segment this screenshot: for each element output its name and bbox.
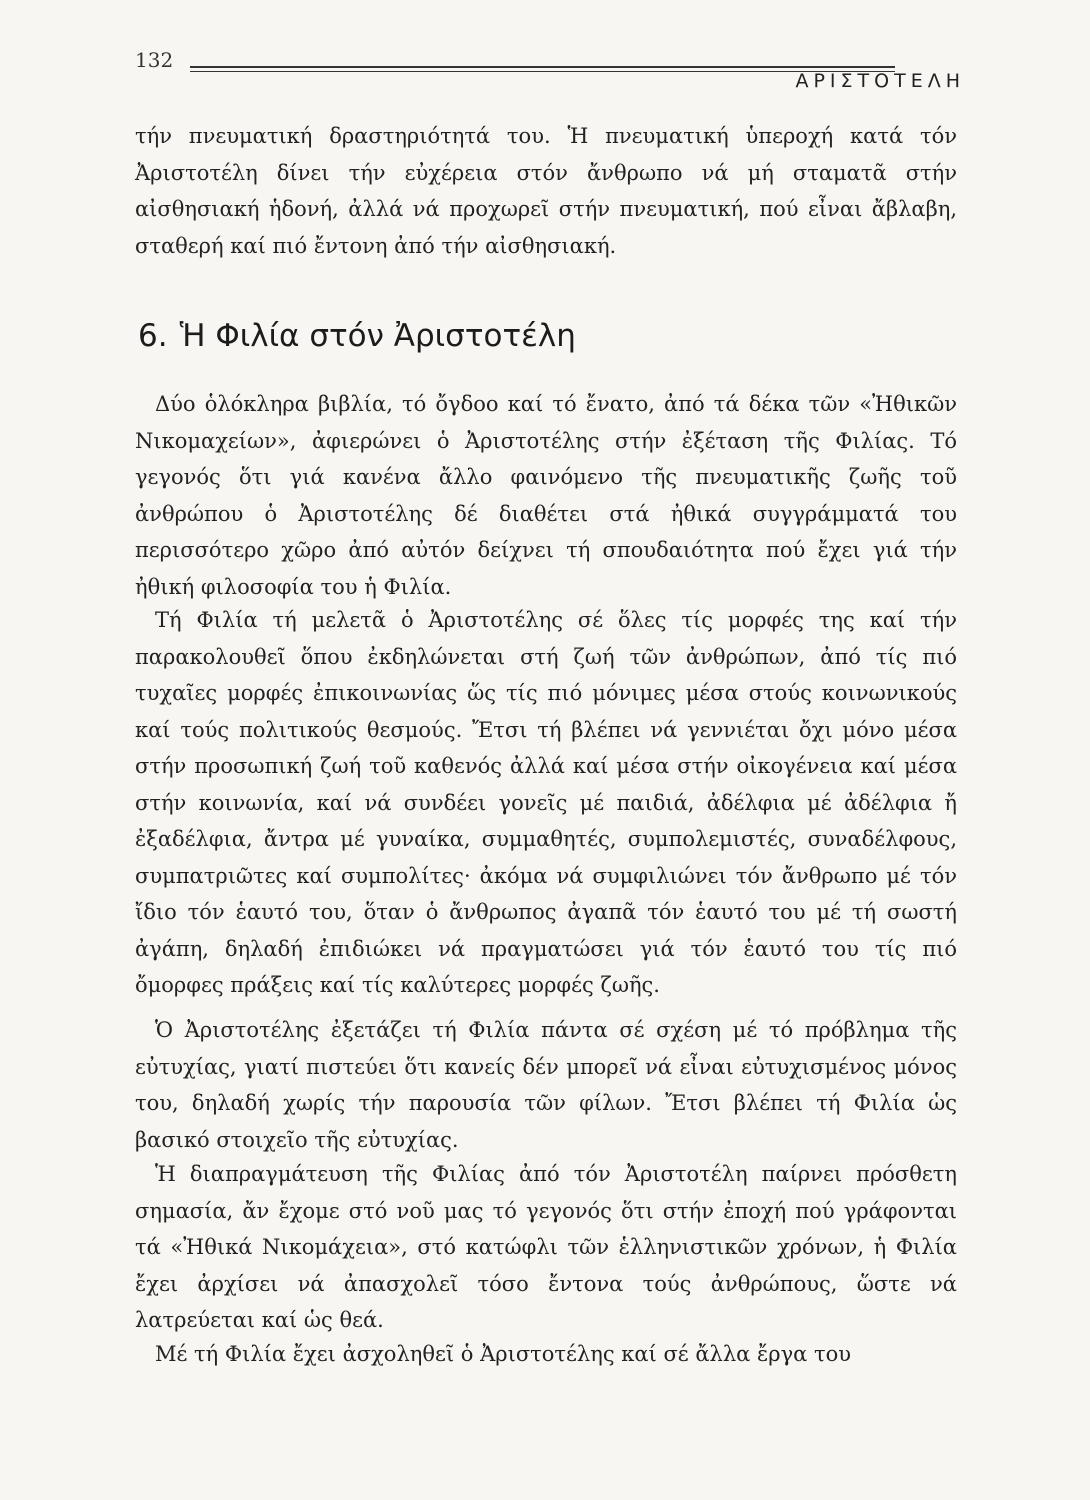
paragraph: Ἡ διαπραγμάτευση τῆς Φιλίας ἀπό τόν Ἀριστοτέλη παίρνει πρόσθετη σημασία, ἄν ἔχομε στό νοῦ μας τό γεγονός ὅτι στήν ἐποχή πού γράφονται τά «Ἠθικά Νικομάχεια», στό κατώφλι τῶν ἑλληνιστικῶν χρόνων, ἡ Φιλία ἔχει ἀρχίσει νά ἀπασχολεῖ τόσο ἔντονα τούς ἀνθρώπους, ὥστε νά λατρεύεται καί ὡς θεά. [135, 1162, 957, 1332]
running-title: ΑΡΙΣΤΟΤΕΛΗ [795, 70, 965, 92]
paragraph: Δύο ὁλόκληρα βιβλία, τό ὄγδοο καί τό ἔνατο, ἀπό τά δέκα τῶν «Ἠθικῶν Νικομαχείων», ἀφιερώνει ὁ Ἀριστοτέλης στήν ἐξέταση τῆς Φιλίας. Τό γεγονός ὅτι γιά κανένα ἄλλο φαινόμενο τῆς πνευματικῆς ζωῆς τοῦ ἀνθρώπου ὁ Ἀριστοτέλης δέ διαθέτει στά ἠθικά συγγράμματά του περισσότερο χῶρο ἀπό αὐτόν δείχνει τή σπουδαιότητα πού ἔχει γιά τήν ἠθική φιλοσοφία του ἡ Φιλία. [135, 392, 957, 599]
paragraph: Τή Φιλία τή μελετᾶ ὁ Ἀριστοτέλης σέ ὅλες τίς μορφές της καί τήν παρακολουθεῖ ὅπου ἐκδηλώνεται στή ζωή τῶν ἀνθρώπων, ἀπό τίς πιό τυχαῖες μορφές ἐπικοινωνίας ὥς τίς πιό μόνιμες μέσα στούς κοινωνικούς καί τούς πολιτικούς θεσμούς. Ἔτσι τή βλέπει νά γεννιέται ὄχι μόνο μέσα στήν προσωπική ζωή τοῦ καθενός ἀλλά καί μέσα στήν οἰκογένεια καί μέσα στήν κοινωνία, καί νά συνδέει γονεῖς μέ παιδιά, ἀδέλφια μέ ἀδέλφια ἤ ἐξαδέλφια, ἄντρα μέ γυναίκα, συμμαθητές, συμπολεμιστές, συναδέλφους, συμπατριῶτες καί συμπολίτες· ἀκόμα νά συμφιλιώνει τόν ἄνθρωπο μέ τόν ἴδιο τόν ἑαυτό του, ὅταν ὁ ἄνθρωπος ἀγαπᾶ τόν ἑαυτό του μέ τή σωστή ἀγάπη, δηλαδή ἐπιδιώκει νά πραγματώσει γιά τόν ἑαυτό του τίς πιό ὄμορφες πράξεις καί τίς καλύτερες μορφές ζωῆς. [135, 608, 957, 997]
page-number: 132 [135, 48, 174, 72]
running-head [135, 48, 965, 98]
section-title: Ἡ Φιλία στόν Ἀριστοτέλη [179, 318, 576, 354]
paragraph: Μέ τή Φιλία ἔχει ἀσχοληθεῖ ὁ Ἀριστοτέλης καί σέ ἄλλα ἔργα του [155, 1342, 852, 1366]
header-rule-thin [190, 71, 895, 72]
paragraph: Ὁ Ἀριστοτέλης ἐξετάζει τή Φιλία πάντα σέ σχέση μέ τό πρόβλημα τῆς εὐτυχίας, γιατί πιστεύει ὅτι κανείς δέν μπορεῖ νά εἶναι εὐτυχισμένος μόνος του, δηλαδή χωρίς τήν παρουσία τῶν φίλων. Ἔτσι βλέπει τή Φιλία ὡς βασικό στοιχεῖο τῆς εὐτυχίας. [135, 1018, 957, 1152]
section-heading [138, 318, 576, 354]
paragraph-continuation: τήν πνευματική δραστηριότητά του. Ἡ πνευματική ὑπεροχή κατά τόν Ἀριστοτέλη δίνει τήν εὐχέρεια στόν ἄνθρωπο νά μή σταματᾶ στήν αἰσθησιακή ἡδονή, ἀλλά νά προχωρεῖ στήν πνευματική, πού εἶναι ἄβλαβη, σταθερή καί πιό ἔντονη ἀπό τήν αἰσθησιακή. [135, 124, 957, 258]
header-rule [190, 66, 895, 68]
section-number: 6. [138, 318, 168, 354]
